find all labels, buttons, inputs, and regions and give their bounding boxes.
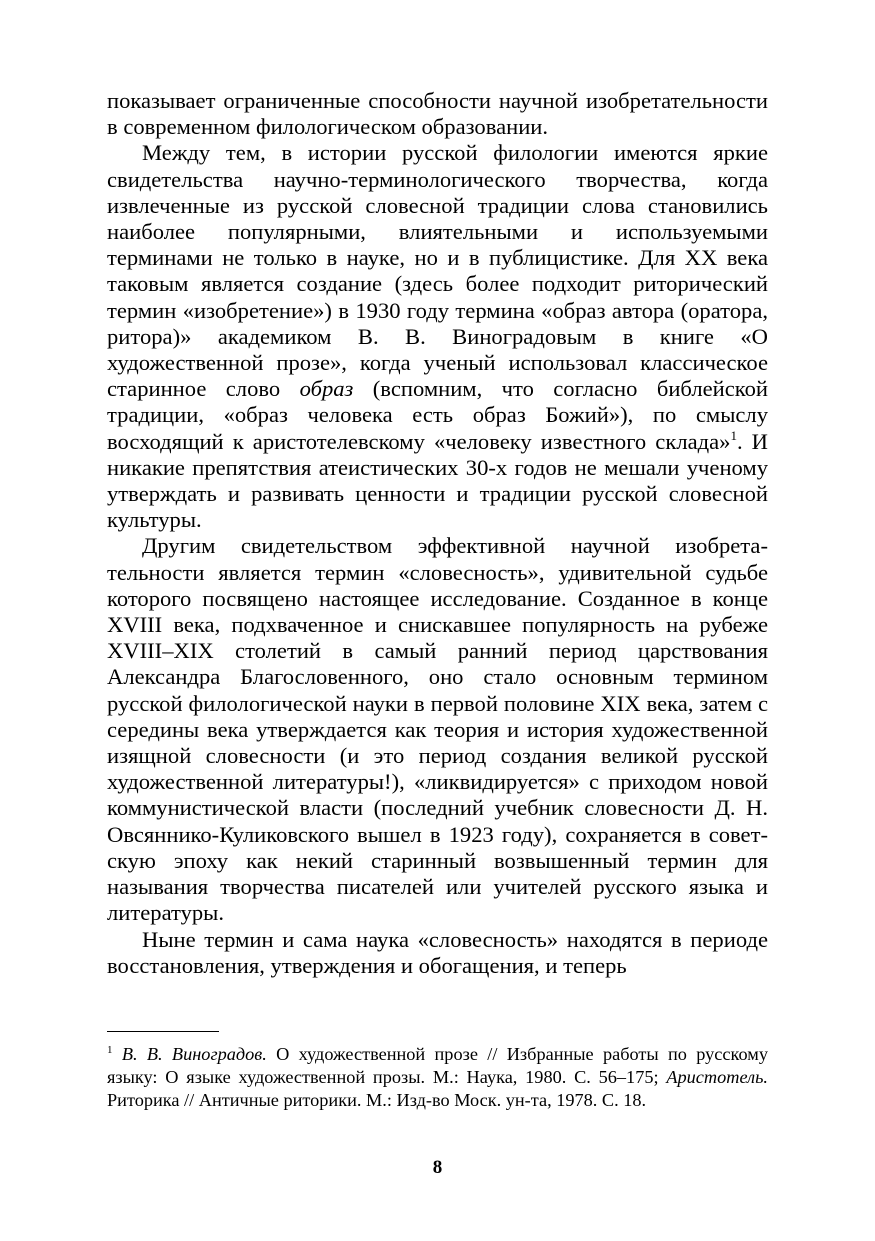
paragraph-1-text: показывает ограниченные способности научной изобретательности в современном филологическом образовании.	[107, 88, 768, 140]
paragraph-3	[107, 533, 768, 926]
footnote-author-aristotle: Аристотель.	[666, 1067, 768, 1087]
paragraph-4-text: Ныне термин и сама наука «словесность» находятся в периоде восстановления, утверждения и обогащения, и теперь	[107, 926, 768, 978]
footnote-marker: 1	[107, 1044, 113, 1056]
main-text	[107, 88, 768, 979]
paragraph-2-text-start: Между тем, в истории русской филологии имеются яркие свидетельства научно-терминологического творчества, когда извлеченные из русской словесной традиции слова становились наиболее популярными, влиятельными и используемыми терминами не только в науке, но и в публицистике. Для XX века таковым является создание (здесь более подходит риторический термин «изобретение») в 1930 году термина «образ автора (оратора, ритора)» академиком В. В. Виноградовым в книге «О художественной прозе», когда ученый использовал классическое старинное слово	[107, 140, 768, 402]
paragraph-2-text-middle: (вспомним, что согласно библейской традиции, «образ человека есть образ Божий»), по смыслу восходящий к аристотелевскому «человеку известного склада»	[107, 376, 768, 454]
page-number: 8	[432, 1157, 443, 1178]
paragraph-3-text: Другим свидетельством эффективной научной изобретательности является термин «словесность», удивительной судьбе которого посвящено настоящее исследование. Созданное в конце XVIII века, подхваченное и снискавшее популярность на рубеже XVIII–XIX столетий в самый ранний период царствования Александра Благословенного, оно стало основным термином русской филологической науки в первой половине XIX века, затем с середины века утверждается как теория и история художественной изящной словесности (и это период создания великой русской художественной литературы!), «ликвидируется» с приходом новой коммунистической власти (последний учебник словесности Д. Н. Овсяннико-Куликовского вышел в 1923 году), сохраняется в советскую эпоху как некий старинный возвышенный термин для называния творчества писателей или учителей русского языка и литературы.	[107, 533, 768, 926]
paragraph-2-text-end: . И никакие препятствия атеистических 30-х годов не мешали ученому утверждать и развивать ценности и традиции русской словесной культуры.	[107, 428, 768, 533]
footnote-separator	[107, 1031, 219, 1032]
paragraph-2	[107, 140, 768, 533]
footnote-citation-1: О художественной прозе // Избранные работы по русскому языку: О языке художественной прозы. М.: Наука, 1980. С. 56–175;	[107, 1044, 768, 1087]
paragraph-4	[107, 927, 768, 979]
paragraph-1	[107, 88, 768, 140]
footnote-author-vinogradov: В. В. Виноградов.	[121, 1044, 267, 1064]
footnote-reference[interactable]: 1	[730, 427, 737, 443]
emphasis-word: образ	[299, 376, 354, 402]
footnote-citation-2: Риторика // Античные риторики. М.: Изд-во Моск. ун-та, 1978. С. 18.	[107, 1090, 647, 1110]
footnote	[107, 1043, 768, 1112]
